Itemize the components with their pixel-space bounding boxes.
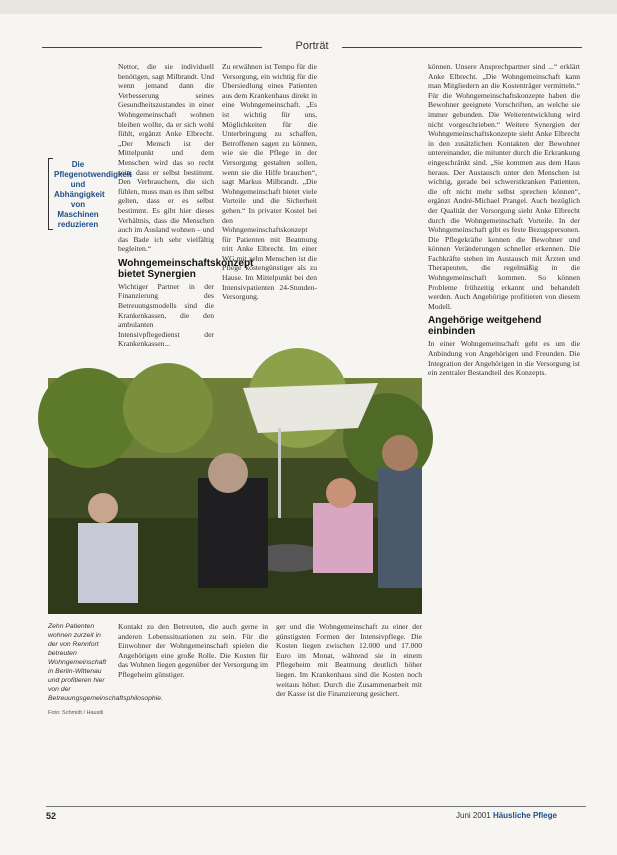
section-title: Porträt: [295, 40, 329, 52]
column-1: [118, 62, 254, 374]
footer-rule: [46, 806, 586, 807]
heading-angehoerige: Angehörige weitgehend einbinden: [428, 315, 542, 338]
page-header: [42, 40, 582, 56]
column-2-text: Zu erwähnen ist Tempo für die Versorgung, ein wichtig für die Übersiedlung eines Patienten aus dem Krankenhaus direkt in eine Wohngemeinschaft. „Es ist wichtig für uns, Möglichkeiten für die Unterbringung zu schaffen, Betroffenen sagen zu können, wie sie die Pflege in der Versorgung gestalten sollen, wenn sie die Hilfe brauchen“, sagt Markus Milbrandt. „Die Wohngemeinschaft bietet viele Vorteile und die Sicherheit gehen.“ In privater Kostel bei den Wohngemeinschaftskonzept für Patienten mit Beatmung tritt Anke Elbrecht. Im einer WG mit zehn Menschen ist die Pflege kostengünstiger als zu Hause. Im Mittelpunkt bei den Intensivpatienten 24-Stunden-Versorgung.: [222, 62, 317, 302]
column-2: [222, 62, 317, 374]
photo-illustration: [48, 378, 422, 614]
page-number: 52: [46, 811, 57, 821]
photo-garden-scene: [48, 378, 422, 614]
magazine-name: Häusliche Pflege: [492, 811, 557, 820]
column-3-text: können. Unsere Ansprechpartner sind ...“ erklärt Anke Elbrecht. „Die Wohngemeinschaft kann man Mitgliedern an die Kostenträger vermitteln.“ Für die Wohngemeinschaftskonzepte haben die Bewohner geeignete Vorschriften, an welche sie immer gebunden. Die Weiterentwicklung wird nicht vorgeschrieben.“ Weitere Synergien der Wohngemeinschaftskonzepte sieht Anke Elbrecht in den zusätzlichen Kontakten der Bewohner untereinander, die mitunter durch die Erkrankung eingeschränkt sind. „Sie kommen aus dem Haus heraus. Der Austausch unter den Menschen ist wichtig, gerade bei schwerstkranken Patienten, die oft nicht mehr selbst sprechen können“, ergänzt André-Michael Prangel. Auch bezüglich der Qualität der Versorgung sieht Anke Elbrecht durch die Wohngemeinschaft Vorteile. In der Wohngemeinschaft gibt es feste Bezugspersonen. Die Pflegekräfte kennen die Bewohner und können Veränderungen schneller erkennen. Die Fachkräfte stehen im Austausch mit Ärzten und Therapeuten, die regelmäßig in die Wohngemeinschaft kommen. So können Probleme frühzeitig erkannt und behandelt werden. Auch Angehörige profitieren von diesem Modell.: [428, 62, 580, 311]
pull-quote: Die Pflegenotwendigkeit und Abhängigkeit von Maschinen reduzieren: [54, 160, 132, 229]
pull-quote-bracket: [48, 158, 53, 230]
column-bottom-2: [276, 622, 422, 800]
scan-edge: [0, 0, 617, 14]
footer-issue: [456, 811, 557, 820]
column-3: [428, 62, 580, 800]
column-bottom-1-text: Kontakt zu den Betreuten, die auch gerne in anderen Lebenssituationen zu sein. Für die Einwohner der Wohngemeinschaft spielen die Angehörigen eine große Rolle. Die Kosten für das Wohnen liegen gegenüber der Versorgung im Pflegeheim günstiger.: [118, 622, 268, 679]
column-bottom-1: [118, 622, 268, 800]
column-1-text: Nettor, die sie individuell benötigen, sagt Milbrandt. Und wenn jemand dann die Verbesserung seines Gesundheitszustandes in einer Wohngemeinschaft wohnen bleiben wollte, da er sich wohl fühlt, ergänzt Anke Elbrecht. „Der Mensch ist der Mittelpunkt und dem Menschen wird das so recht sein, dass er selbst bestimmt. Den Verbrauchern, die sich fühlen, muss man es ihm selbst gelten, dass er es selbst bestimmt. Es gibt hier dieses Verhältnis, dass die Menschen auch im Ausland wohnen – und das Bade ich sehr vielfältig begleiten.“: [118, 62, 214, 254]
photo-caption: Zehn Patienten wohnen zurzeit in der von Rennfort betreuten Wohngemeinschaft in Berlin-Wittenau und profitieren hier von der Betreuungsgemeinschaftsphilosophie.: [48, 623, 163, 702]
column-3-continued: In einer Wohngemeinschaft geht es um die Anbindung von Angehörigen und Freunden. Die Integration der Angehörigen in die Versorgung ist ein zentraler Bestandteil des Konzepts.: [428, 339, 580, 378]
column-1-continued: Wichtiger Partner in der Finanzierung des Betreuungsmodells sind die Krankenkassen, die den ambulanten Intensivpflegedienst der Krankenkassen...: [118, 281, 214, 349]
issue-date: Juni 2001: [456, 811, 491, 820]
column-bottom-2-text: ger und die Wohngemeinschaft zu einer der günstigsten Formen der Intensivpflege. Die Kosten liegen zwischen 12.000 und 17.000 Euro im Monat, während sie in einem Pflegeheim mit Beatmung deutlich höher liegen. Im Krankenhaus sind die Kosten noch weitaus höher. Durch die Zusammenarbeit mit der Kasse ist die Finanzierung gesichert.: [276, 622, 422, 699]
heading-synergien: Wohngemeinschaftskonzept bietet Synergien: [118, 257, 254, 280]
photo-credit: Foto: Schmidt / Haustil: [48, 710, 104, 716]
